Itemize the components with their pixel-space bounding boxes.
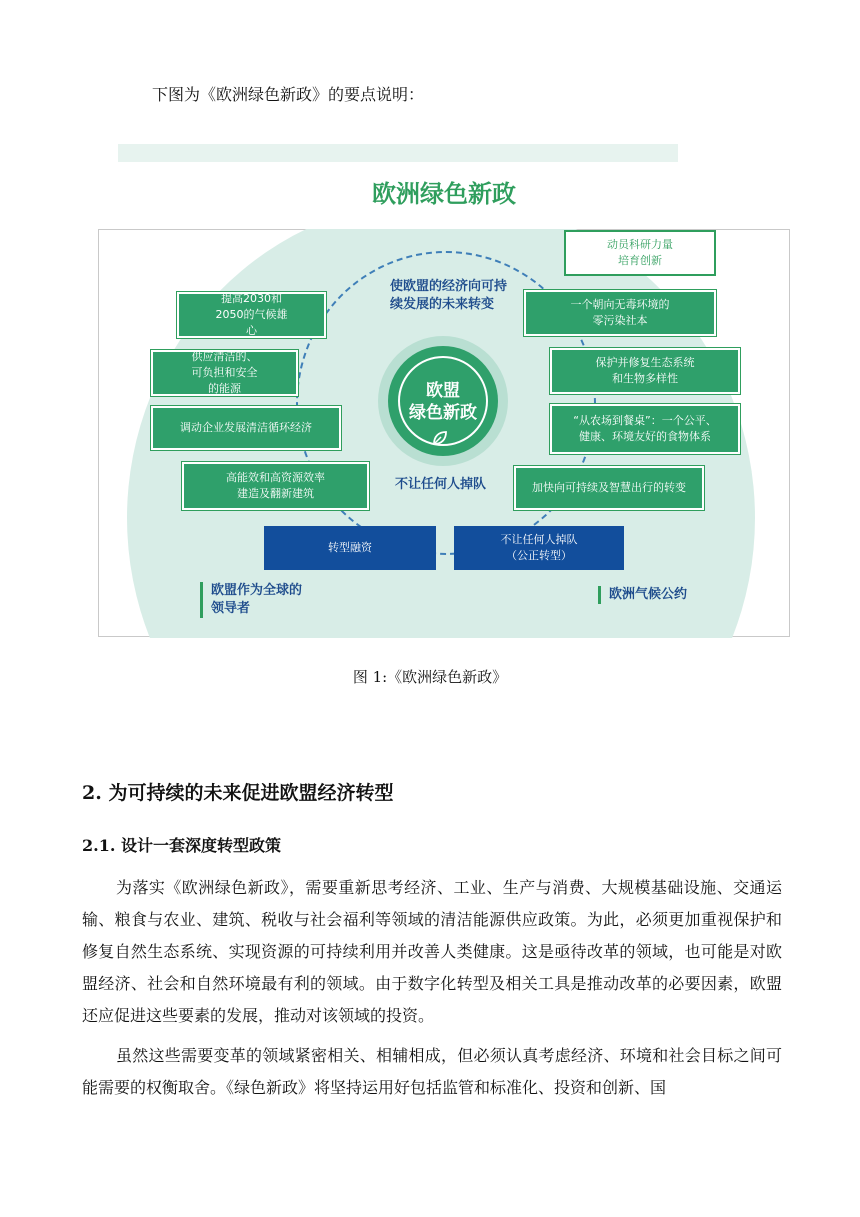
figure-caption: 图 1:《欧洲绿色新政》: [352, 668, 508, 686]
box-circular-economy-label: 调动企业发展清洁循环经济: [180, 421, 312, 434]
box-circular-economy: [151, 406, 341, 450]
corner-global-leader: 欧盟作为全球的领导者: [200, 582, 311, 618]
box-just-transition-label: 不让任何人掉队（公正转型）: [500, 533, 578, 562]
box-clean-energy: [151, 350, 298, 396]
top-center-text: 使欧盟的经济向可持续发展的未来转变: [390, 279, 508, 312]
core-line-1: 欧盟: [426, 381, 460, 401]
box-research-innovation-label: 动员科研力量培育创新: [607, 238, 673, 267]
box-farm-to-fork-label: “从农场到餐桌”：一个公平、健康、环境友好的食物体系: [573, 414, 717, 443]
box-clean-energy-label: 供应清洁的、可负担和安全的能源: [191, 350, 258, 395]
box-just-transition: [454, 526, 624, 570]
box-zero-pollution: [524, 290, 716, 336]
intro-text: 下图为《欧洲绿色新政》的要点说明：: [152, 85, 425, 104]
core-line-2: 绿色新政: [409, 403, 477, 423]
subsection-heading: 2.1. 设计一套深度转型政策: [82, 836, 281, 855]
paragraph: 虽然这些需要变革的领域紧密相关、相辅相成，但必须认真考虑经济、环境和社会目标之间可能需要的权衡取舍。《绿色新政》将坚持运用好包括监管和标准化、投资和创新、国: [82, 1046, 782, 1097]
box-research-innovation: [564, 230, 716, 276]
corner-climate-pact: 欧洲气候公约: [598, 586, 687, 604]
box-climate-ambition: [177, 292, 326, 338]
green-deal-figure: [98, 144, 790, 638]
top-band-shape: [118, 144, 678, 162]
box-climate-ambition-label: 提高2030和2050的气候雄心: [215, 292, 288, 337]
leaf-icon: [431, 429, 449, 447]
box-sustainable-mobility-label: 加快向可持续及智慧出行的转变: [532, 481, 686, 494]
box-buildings: [182, 462, 369, 510]
figure-title: 欧洲绿色新政: [372, 180, 516, 208]
paragraph: 为落实《欧洲绿色新政》，需要重新思考经济、工业、生产与消费、大规模基础设施、交通运输、粮食与农业、建筑、税收与社会福利等领域的清洁能源供应政策。为此，必须更加重视保护和修复自然生态系统、实现资源的可持续利用并改善人类健康。这是亟待改革的领域，也可能是对欧盟经济、社会和自然环境最有利的领域。由于数字化转型及相关工具是推动改革的必要因素，欧盟还应促进这些要素的发展，推动对该领域的投资。: [82, 878, 782, 1025]
box-biodiversity: [550, 348, 740, 394]
box-transition-finance-label: 转型融资: [328, 541, 372, 554]
box-transition-finance: [264, 526, 436, 570]
figure-top-band: [98, 144, 790, 229]
box-zero-pollution-label: 一个朝向无毒环境的零污染社本: [570, 298, 670, 327]
box-sustainable-mobility: [514, 466, 704, 510]
box-farm-to-fork: [550, 404, 740, 454]
box-biodiversity-label: 保护并修复生态系统和生物多样性: [595, 356, 695, 385]
box-buildings-label: 高能效和高资源效率建造及翻新建筑: [226, 471, 325, 500]
section-heading: 2. 为可持续的未来促进欧盟经济转型: [82, 782, 394, 804]
bottom-center-text: 不让任何人掉队: [395, 477, 487, 492]
